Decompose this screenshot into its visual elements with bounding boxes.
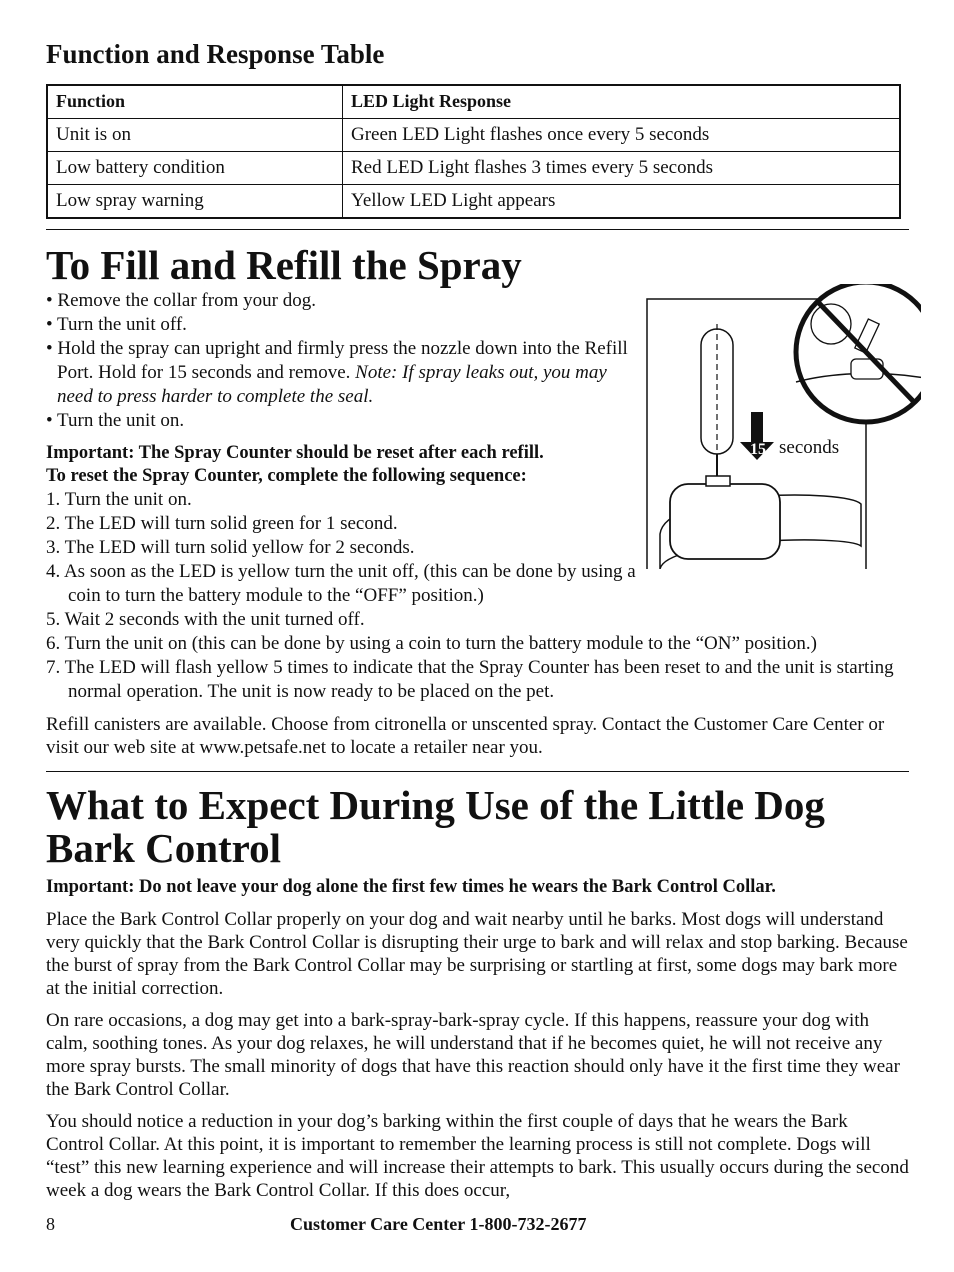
function-response-table [46,84,901,219]
prohibited-icon [796,284,921,422]
list-item: 6. Turn the unit on (this can be done by using a coin to turn the battery module to the “ON” position.) [46,632,817,654]
table-cell: Yellow LED Light appears [343,184,901,218]
table-cell: Low battery condition [47,151,343,184]
header-led-response: LED Light Response [343,85,901,119]
section-divider [46,229,909,230]
collar-unit-icon [670,484,780,559]
seconds-count: 15 [750,440,766,458]
page-number: 8 [46,1214,55,1234]
list-item [46,337,636,409]
list-item: • Turn the unit on. [46,409,185,431]
table-row [47,118,900,151]
important-reset [46,442,636,488]
customer-care-contact: Customer Care Center 1-800-732-2677 [290,1214,587,1234]
header-function: Function [47,85,343,119]
manual-page [46,40,910,1202]
important-line-2: To reset the Spray Counter, complete the following sequence: [46,465,527,486]
list-item-text: • Hold the spray can upright and firmly press the nozzle down into the Refill Port. Hold for 15 seconds and remove. [46,337,628,383]
fill-instructions [46,289,636,488]
expect-paragraph-1: Place the Bark Control Collar properly on your dog and wait nearby until he barks. Most dogs will understand very quickly that the Bark Control Collar is disrupting their urge to bark and will relax and stop barking. Because the burst of spray from the Bark Control Collar may be surprising or startling at first, some dogs may bark more at the initial correction. [46,908,908,999]
seconds-label: seconds [779,436,840,458]
list-item: 1. Turn the unit on. [46,488,192,510]
expect-paragraph-3: You should notice a reduction in your dog’s barking within the first couple of days that he wears the Bark Control Collar. At this point, it is important to remember the learning process is still not complete. Dogs will “test” this new learning experience and will increase their attempts to bark. This usually occurs during the second week a dog wears the Bark Control Collar. If this does occur, [46,1110,909,1201]
table-cell: Red LED Light flashes 3 times every 5 seconds [343,151,901,184]
table-row [47,151,900,184]
expect-paragraph-2: On rare occasions, a dog may get into a bark-spray-bark-spray cycle. If this happens, reassure your dog with calm, soothing tones. As your dog relaxes, he will understand that if he becomes quiet, he will not receive any more spray bursts. The small minority of dogs that have this reaction should only have it the first time they wear the Bark Control Collar. [46,1009,900,1100]
list-item: 4. As soon as the LED is yellow turn the unit off, (this can be done by using a coin to turn the battery module to the “OFF” position.) [46,560,636,606]
list-item: 2. The LED will turn solid green for 1 second. [46,512,398,534]
table-cell: Unit is on [47,118,343,151]
table-heading: Function and Response Table [46,39,385,69]
table-cell: Green LED Light flashes once every 5 seconds [343,118,901,151]
table-cell: Low spray warning [47,184,343,218]
refill-illustration [646,284,921,569]
expect-title: What to Expect During Use of the Little Dog Bark Control [46,781,825,871]
important-line-1: Important: The Spray Counter should be reset after each refill. [46,442,544,463]
face-icon [811,304,851,344]
table-header-row [47,85,900,119]
expect-important: Important: Do not leave your dog alone the first few times he wears the Bark Control Collar. [46,876,776,897]
list-item: 5. Wait 2 seconds with the unit turned off. [46,608,365,630]
section-divider [46,771,909,772]
list-item: • Turn the unit off. [46,313,187,335]
list-item: 7. The LED will flash yellow 5 times to indicate that the Spray Counter has been reset to and the unit is starting normal operation. The unit is now ready to be placed on the pet. [46,656,894,702]
list-item: • Remove the collar from your dog. [46,289,316,311]
note-text: Note: If spray leaks out, you may need to press harder to complete the seal. [57,361,607,407]
refill-diagram [646,284,921,569]
table-row [47,184,900,218]
refill-port-icon [706,476,730,486]
list-item: 3. The LED will turn solid yellow for 2 seconds. [46,536,415,558]
refill-note: Refill canisters are available. Choose from citronella or unscented spray. Contact the Customer Care Center or visit our web site at www.petsafe.net to locate a retailer near you. [46,713,885,758]
fill-section [46,241,910,759]
fill-title: To Fill and Refill the Spray [46,241,522,288]
